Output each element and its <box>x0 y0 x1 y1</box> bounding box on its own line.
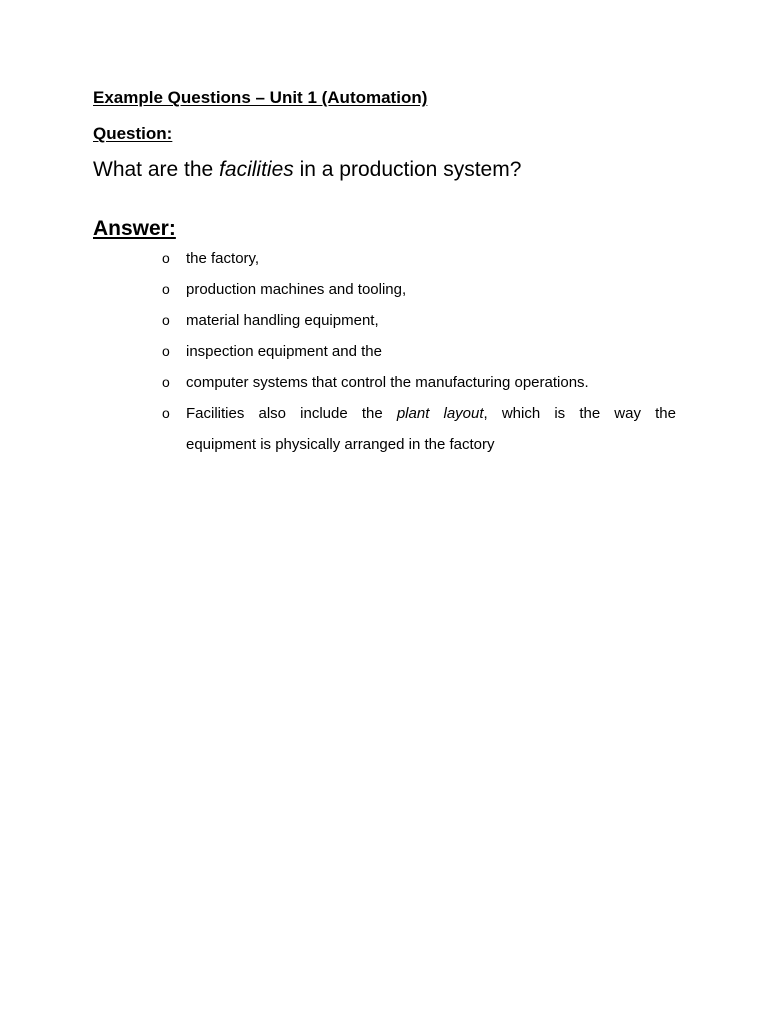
answer-item-text-line1 <box>186 398 676 429</box>
answer-item-material-handling <box>160 305 676 336</box>
answer-item-text-after: , which is the way the <box>483 405 676 422</box>
question-text <box>93 158 521 182</box>
hollow-bullet-icon <box>162 398 170 429</box>
answer-item-inspection <box>160 336 676 367</box>
answer-item-machines <box>160 274 676 305</box>
question-text-after: in a production system? <box>293 158 522 181</box>
answer-item-text-emphasis: plant layout <box>396 405 484 422</box>
answer-item-text: the factory, <box>186 250 260 267</box>
hollow-bullet-icon <box>162 243 170 274</box>
question-text-emphasis: facilities <box>219 158 294 181</box>
answer-item-text: inspection equipment and the <box>186 343 382 360</box>
answer-item-text: material handling equipment, <box>186 312 379 329</box>
document-title: Example Questions – Unit 1 (Automation) <box>93 88 428 107</box>
answer-label: Answer: <box>93 217 176 240</box>
answer-item-factory <box>160 243 676 274</box>
hollow-bullet-icon <box>162 305 170 336</box>
hollow-bullet-icon <box>162 367 170 398</box>
question-text-before: What are the <box>93 158 220 181</box>
question-label: Question: <box>93 124 173 143</box>
hollow-bullet-icon <box>162 336 170 367</box>
answer-item-text-before: Facilities also include the <box>186 405 397 422</box>
hollow-bullet-icon <box>162 274 170 305</box>
answer-item-text: computer systems that control the manufacturing operations. <box>186 374 589 391</box>
answer-item-text-line2: equipment is physically arranged in the factory <box>186 436 495 453</box>
answer-list <box>160 243 676 460</box>
answer-item-text: production machines and tooling, <box>186 281 407 298</box>
answer-item-plant-layout <box>160 398 676 460</box>
answer-item-computer-systems <box>160 367 676 398</box>
